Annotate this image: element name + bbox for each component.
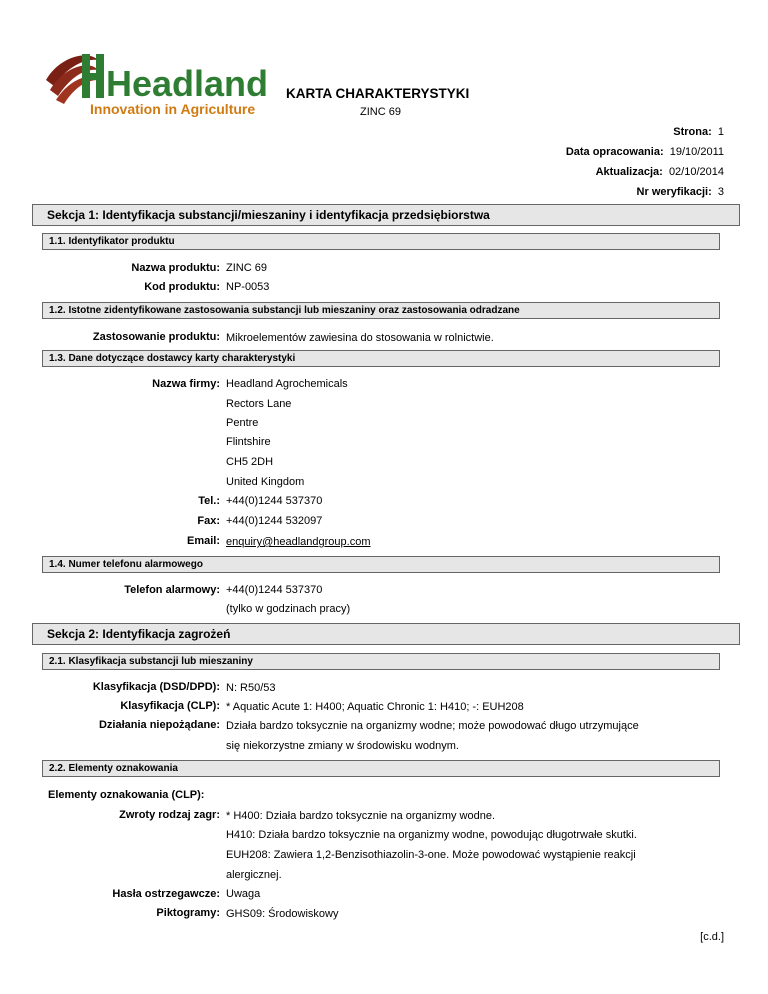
address-line: Headland Agrochemicals [226, 378, 348, 390]
dsd-label: Klasyfikacja (DSD/DPD): [92, 681, 220, 693]
emergency-phone-value: +44(0)1244 537370 [226, 584, 323, 596]
firm-name-label: Nazwa firmy: [152, 378, 220, 390]
subsection-1-1-header: 1.1. Identyfikator produktu [42, 233, 720, 250]
address-line: Pentre [226, 417, 259, 429]
subsection-1-3-header: 1.3. Dane dotyczące dostawcy karty charakterystyki [42, 350, 720, 367]
document-title: KARTA CHARAKTERYSTYKI [286, 86, 470, 101]
product-code-value: NP-0053 [226, 281, 270, 293]
tel-value: +44(0)1244 537370 [226, 495, 323, 507]
continued-marker: [c.d.] [700, 931, 724, 943]
adverse-effects-line: Działa bardzo toksycznie na organizmy wodne; może powodować długo utrzymujące [226, 720, 639, 732]
clp-elements-label: Elementy oznakowania (CLP): [48, 789, 205, 801]
email-link[interactable]: enquiry@headlandgroup.com [226, 536, 371, 548]
email-label: Email: [186, 535, 220, 547]
meta-date-created: Data opracowania: 19/10/2011 [565, 146, 724, 158]
meta-page: Strona: 1 [673, 126, 724, 138]
pictograms-label: Piktogramy: [156, 907, 220, 919]
hazard-phrases-label: Zwroty rodzaj zagr: [119, 809, 220, 821]
subsection-1-2-header: 1.2. Istotne zidentyfikowane zastosowania substancji lub mieszaniny oraz zastosowania odradzane [42, 302, 720, 319]
product-name-label: Nazwa produktu: [131, 262, 220, 274]
logo-text: Headland [106, 63, 269, 104]
address-line: Flintshire [226, 436, 271, 448]
product-use-label: Zastosowanie produktu: [92, 331, 220, 343]
meta-revision: Nr weryfikacji: 3 [636, 186, 724, 198]
meta-date-updated: Aktualizacja: 02/10/2014 [595, 166, 724, 178]
adverse-effects-line: się niekorzystne zmiany w środowisku wodnym. [226, 740, 459, 752]
emergency-phone-note: (tylko w godzinach pracy) [226, 603, 351, 615]
emergency-phone-label: Telefon alarmowy: [124, 584, 220, 596]
document-product: ZINC 69 [360, 106, 401, 118]
dsd-value: N: R50/53 [226, 682, 276, 694]
subsection-2-2-header: 2.2. Elementy oznakowania [42, 760, 720, 777]
clp-label: Klasyfikacja (CLP): [120, 700, 220, 712]
address-line: Rectors Lane [226, 398, 292, 410]
clp-value: * Aquatic Acute 1: H400; Aquatic Chronic 1: H410; -: EUH208 [226, 701, 524, 713]
subsection-2-1-header: 2.1. Klasyfikacja substancji lub mieszaniny [42, 653, 720, 670]
address-line: CH5 2DH [226, 456, 274, 468]
hazard-phrase: H410: Działa bardzo toksycznie na organizmy wodne, powodując długotrwałe skutki. [226, 829, 637, 841]
pictograms-value: GHS09: Środowiskowy [226, 908, 339, 920]
company-logo [40, 46, 269, 122]
adverse-effects-label: Działania niepożądane: [98, 719, 220, 731]
hazard-phrase: alergicznej. [226, 869, 282, 881]
section-1-header: Sekcja 1: Identyfikacja substancji/mieszaniny i identyfikacja przedsiębiorstwa [32, 204, 740, 226]
hazard-phrase: EUH208: Zawiera 1,2-Benzisothiazolin-3-one. Może powodować wystąpienie reakcji [226, 849, 636, 861]
product-use-value: Mikroelementów zawiesina do stosowania w rolnictwie. [226, 332, 494, 344]
signal-word-value: Uwaga [226, 888, 261, 900]
section-2-header: Sekcja 2: Identyfikacja zagrożeń [32, 623, 740, 645]
hazard-phrase: * H400: Działa bardzo toksycznie na organizmy wodne. [226, 810, 496, 822]
fax-value: +44(0)1244 532097 [226, 515, 323, 527]
fax-label: Fax: [197, 515, 220, 527]
signal-word-label: Hasła ostrzegawcze: [112, 888, 220, 900]
product-name-value: ZINC 69 [226, 262, 267, 274]
subsection-1-4-header: 1.4. Numer telefonu alarmowego [42, 556, 720, 573]
tel-label: Tel.: [198, 495, 220, 507]
logo-graphic [40, 46, 269, 122]
product-code-label: Kod produktu: [144, 281, 220, 293]
logo-tagline: Innovation in Agriculture [90, 101, 256, 117]
address-line: United Kingdom [226, 476, 305, 488]
